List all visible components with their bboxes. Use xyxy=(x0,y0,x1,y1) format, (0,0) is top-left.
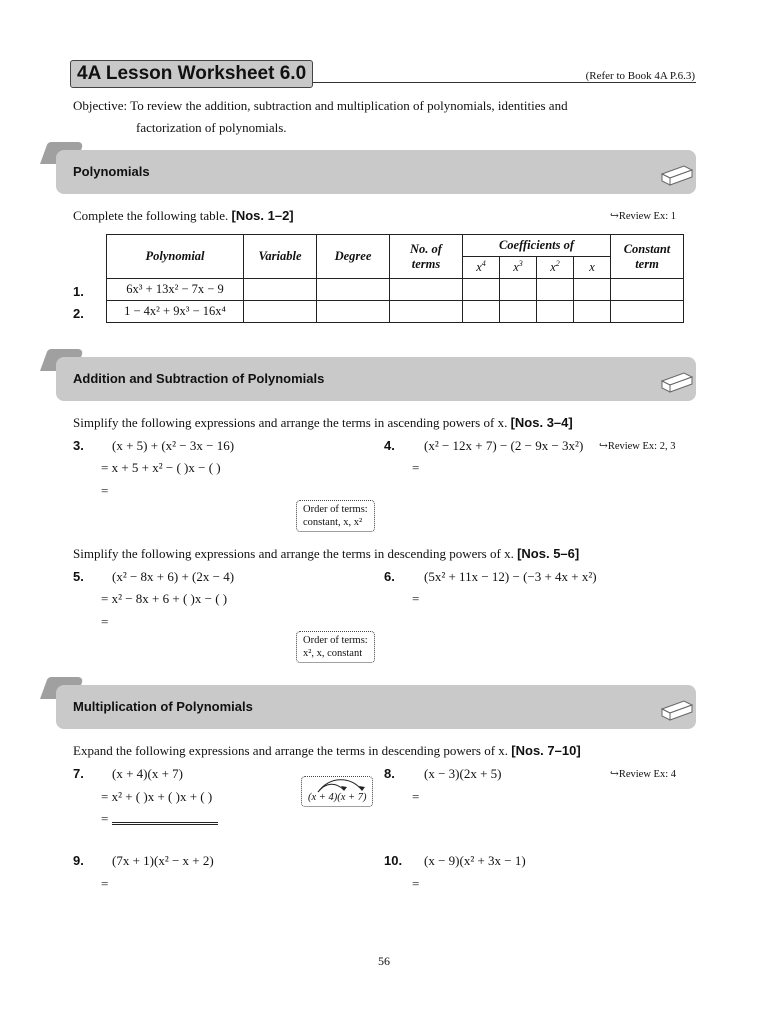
review-arrow-icon: ↪ xyxy=(599,441,608,452)
answer-cell[interactable] xyxy=(537,279,574,301)
q5-working-2[interactable]: = xyxy=(101,614,109,629)
q6-expression: (5x² + 11x − 12) − (−3 + 4x + x²) xyxy=(424,569,597,584)
sub-var: x xyxy=(589,260,595,274)
q10-number: 10. xyxy=(384,853,403,868)
q10-working-1[interactable]: = xyxy=(412,876,420,891)
answer-cell[interactable] xyxy=(574,279,611,301)
objective-label: Objective: xyxy=(73,98,128,113)
review-ex-2-3 xyxy=(599,440,675,452)
header-polynomial: Polynomial xyxy=(107,235,244,279)
q6-number: 6. xyxy=(384,569,395,584)
answer-cell[interactable] xyxy=(500,279,537,301)
answer-cell[interactable] xyxy=(463,279,500,301)
book-reference: (Refer to Book 4A P.6.3) xyxy=(585,70,695,82)
review-text: Review Ex: 4 xyxy=(618,769,676,780)
subheader-x4 xyxy=(463,257,500,279)
page-number: 56 xyxy=(378,954,390,968)
sub-pow: 2 xyxy=(555,259,560,269)
header-variable: Variable xyxy=(244,235,317,279)
instruction-text: Simplify the following expressions and arrange the terms in descending powers of x. xyxy=(73,546,514,561)
worksheet-title: 4A Lesson Worksheet 6.0 xyxy=(70,60,313,88)
subheader-x xyxy=(574,257,611,279)
q8-expression: (x − 3)(2x + 5) xyxy=(424,766,502,781)
q8-working-1[interactable]: = xyxy=(412,789,420,804)
poly-cell-2: 1 − 4x² + 9x³ − 16x⁴ xyxy=(107,301,244,323)
q4-expression: (x² − 12x + 7) − (2 − 9x − 3x²) xyxy=(424,438,584,453)
q7-number: 7. xyxy=(73,766,84,781)
sub-var: x xyxy=(476,260,482,275)
q3-working-2[interactable]: = xyxy=(101,483,109,498)
q5-number: 5. xyxy=(73,569,84,584)
answer-double-underline xyxy=(112,818,218,825)
header-constant-1: Constant xyxy=(623,241,671,256)
instruction-descending xyxy=(73,546,579,562)
foil-arrows-icon xyxy=(310,778,380,794)
order-note-ascending xyxy=(296,500,375,532)
header-degree: Degree xyxy=(317,235,390,279)
polynomial-table xyxy=(106,234,684,323)
answer-cell[interactable] xyxy=(611,301,684,323)
review-arrow-icon: ↪ xyxy=(610,769,619,780)
question-range: [Nos. 5–6] xyxy=(517,546,580,561)
table-instruction xyxy=(73,208,294,224)
instruction-text: Simplify the following expressions and arrange the terms in ascending powers of x. xyxy=(73,415,508,430)
note-line-2: x², x, constant xyxy=(303,648,363,659)
review-text: Review Ex: 2, 3 xyxy=(607,441,676,452)
objective-text-1: To review the addition, subtraction and multiplication of polynomials, identities and xyxy=(130,98,568,113)
review-arrow-icon: ↪ xyxy=(610,211,619,222)
q5-expression: (x² − 8x + 6) + (2x − 4) xyxy=(112,569,235,584)
q6-working-1[interactable]: = xyxy=(412,591,420,606)
q7-expression: (x + 4)(x + 7) xyxy=(112,766,183,781)
row-number-1: 1. xyxy=(73,284,84,299)
question-range: [Nos. 7–10] xyxy=(511,743,581,758)
q3-working-1[interactable]: = x + 5 + x² − ( )x − ( ) xyxy=(101,460,221,475)
q7-working-2[interactable]: = xyxy=(101,811,109,826)
review-ex-1 xyxy=(610,210,676,222)
header-constant-term xyxy=(611,235,684,279)
hint-text: (x + 4)(x + 7) xyxy=(308,792,367,803)
section-banner-polynomials xyxy=(56,150,696,194)
q5-working-1[interactable]: = x² − 8x + 6 + ( )x − ( ) xyxy=(101,591,228,606)
note-line-2: constant, x, x² xyxy=(303,517,363,528)
header-no-of-terms-1: No. of xyxy=(410,241,442,256)
section-title-addition: Addition and Subtraction of Polynomials xyxy=(73,371,325,386)
answer-cell[interactable] xyxy=(390,301,463,323)
q9-working-1[interactable]: = xyxy=(101,876,109,891)
subheader-x3 xyxy=(500,257,537,279)
subheader-x2 xyxy=(537,257,574,279)
sub-var: x xyxy=(550,260,556,275)
q3-number: 3. xyxy=(73,438,84,453)
order-note-descending xyxy=(296,631,375,663)
q4-working-1[interactable]: = xyxy=(412,460,420,475)
section-title-polynomials: Polynomials xyxy=(73,164,150,179)
q4-number: 4. xyxy=(384,438,395,453)
note-line-1: Order of terms: xyxy=(303,504,368,515)
header-coefficients: Coefficients of xyxy=(463,235,611,257)
cube-icon xyxy=(660,164,694,186)
answer-cell[interactable] xyxy=(390,279,463,301)
objective xyxy=(73,98,568,114)
table-row xyxy=(107,279,684,301)
sub-var: x xyxy=(513,260,519,275)
instruction-text: Expand the following expressions and arrange the terms in descending powers of x. xyxy=(73,743,509,758)
instruction-text: Complete the following table. xyxy=(73,208,229,223)
answer-cell[interactable] xyxy=(500,301,537,323)
note-line-1: Order of terms: xyxy=(303,635,368,646)
sub-pow: 3 xyxy=(518,259,523,269)
question-range: [Nos. 1–2] xyxy=(231,208,294,223)
q9-number: 9. xyxy=(73,853,84,868)
header-no-of-terms-2: terms xyxy=(411,256,441,271)
q10-expression: (x − 9)(x² + 3x − 1) xyxy=(424,853,526,868)
answer-cell[interactable] xyxy=(244,279,317,301)
review-ex-4 xyxy=(610,768,676,780)
review-text: Review Ex: 1 xyxy=(618,211,676,222)
cube-icon xyxy=(660,371,694,393)
foil-hint xyxy=(301,776,373,807)
answer-cell[interactable] xyxy=(463,301,500,323)
row-number-2: 2. xyxy=(73,306,84,321)
q9-expression: (7x + 1)(x² − x + 2) xyxy=(112,853,214,868)
q7-working-1[interactable]: = x² + ( )x + ( )x + ( ) xyxy=(101,789,213,804)
answer-cell[interactable] xyxy=(611,279,684,301)
header-constant-2: term xyxy=(635,256,659,271)
section-title-multiplication: Multiplication of Polynomials xyxy=(73,699,253,714)
answer-cell[interactable] xyxy=(317,279,390,301)
answer-cell[interactable] xyxy=(537,301,574,323)
poly-cell-1: 6x³ + 13x² − 7x − 9 xyxy=(107,279,244,301)
answer-cell[interactable] xyxy=(317,301,390,323)
instruction-ascending xyxy=(73,415,573,431)
table-row xyxy=(107,301,684,323)
header-no-of-terms xyxy=(390,235,463,279)
objective-text-2: factorization of polynomials. xyxy=(136,120,287,135)
sub-pow: 4 xyxy=(481,259,486,269)
answer-cell[interactable] xyxy=(574,301,611,323)
question-range: [Nos. 3–4] xyxy=(510,415,573,430)
cube-icon xyxy=(660,699,694,721)
answer-cell[interactable] xyxy=(244,301,317,323)
q3-expression: (x + 5) + (x² − 3x − 16) xyxy=(112,438,235,453)
instruction-expand xyxy=(73,743,581,759)
q8-number: 8. xyxy=(384,766,395,781)
